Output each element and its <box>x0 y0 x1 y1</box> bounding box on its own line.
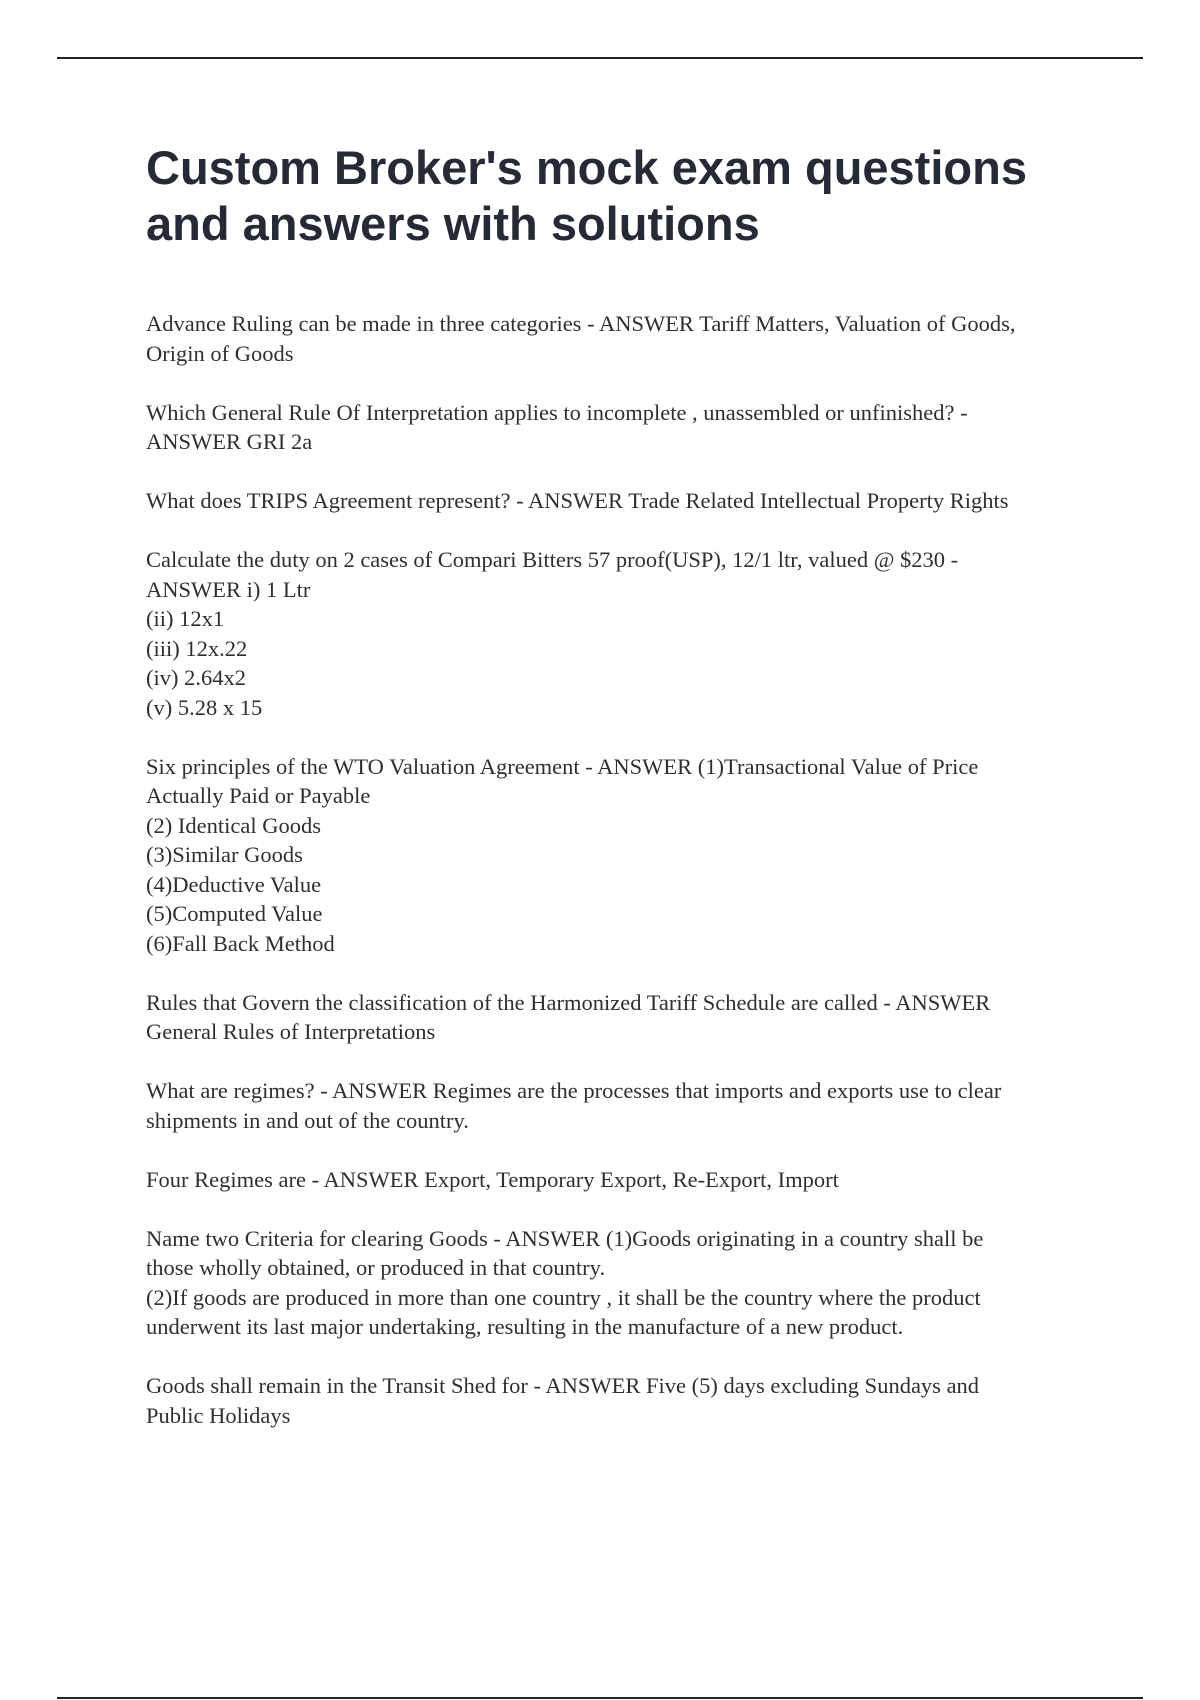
qa-line: Six principles of the WTO Valuation Agreement - ANSWER (1)Transactional Value of Price <box>146 753 979 779</box>
qa-line: (2)If goods are produced in more than one country , it shall be the country where the product <box>146 1284 981 1310</box>
qa-line: ANSWER GRI 2a <box>146 429 313 454</box>
qa-line: Name two Criteria for clearing Goods - ANSWER (1)Goods originating in a country shall be <box>146 1225 984 1251</box>
qa-line: Actually Paid or Payable <box>146 783 371 808</box>
page-title <box>146 140 1106 252</box>
qa-line: those wholly obtained, or produced in that country. <box>146 1255 606 1280</box>
qa-line: Rules that Govern the classification of the Harmonized Tariff Schedule are called - ANSWER <box>146 989 991 1015</box>
qa-line: (2) Identical Goods <box>146 812 321 838</box>
qa-entry-advance-ruling <box>146 309 1092 368</box>
qa-line: ANSWER i) 1 Ltr <box>146 576 311 602</box>
qa-line: Public Holidays <box>146 1402 291 1428</box>
header-divider <box>57 57 1143 59</box>
qa-line: Advance Ruling can be made in three categories - ANSWER Tariff Matters, Valuation of Goods, <box>146 311 1016 336</box>
qa-line: (iii) 12x.22 <box>146 635 248 661</box>
qa-entry-gri <box>146 398 1092 457</box>
qa-entry-transit-shed <box>146 1371 1092 1430</box>
qa-line: What does TRIPS Agreement represent? - ANSWER Trade Related Intellectual Property Rights <box>146 488 1009 513</box>
qa-entry-four-regimes <box>146 1165 1092 1195</box>
qa-entry-hts-rules <box>146 988 1092 1047</box>
qa-line: underwent its last major undertaking, resulting in the manufacture of a new product. <box>146 1314 904 1339</box>
footer-divider <box>57 1697 1143 1699</box>
qa-line: What are regimes? - ANSWER Regimes are the processes that imports and exports use to clear <box>146 1078 1002 1103</box>
qa-line: Origin of Goods <box>146 340 294 366</box>
qa-entry-regimes <box>146 1076 1092 1135</box>
qa-line: General Rules of Interpretations <box>146 1019 436 1044</box>
title-line: Custom Broker's mock exam questions <box>146 141 1027 194</box>
qa-line: shipments in and out of the country. <box>146 1107 469 1133</box>
qa-list <box>146 309 1092 1460</box>
qa-line: (5)Computed Value <box>146 901 323 926</box>
qa-line: Goods shall remain in the Transit Shed for - ANSWER Five (5) days excluding Sundays and <box>146 1373 980 1398</box>
qa-line: (3)Similar Goods <box>146 842 303 867</box>
qa-entry-duty-calculation <box>146 545 1092 722</box>
qa-line: Which General Rule Of Interpretation applies to incomplete , unassembled or unfinished? - <box>146 399 968 425</box>
qa-entry-clearing-criteria <box>146 1224 1092 1342</box>
qa-entry-trips <box>146 486 1092 516</box>
qa-entry-wto-valuation <box>146 752 1092 959</box>
qa-line: Calculate the duty on 2 cases of Compari Bitters 57 proof(USP), 12/1 ltr, valued @ $230 - <box>146 547 959 572</box>
qa-line: Four Regimes are - ANSWER Export, Temporary Export, Re-Export, Import <box>146 1166 839 1192</box>
title-line: and answers with solutions <box>146 197 760 250</box>
qa-line: (iv) 2.64x2 <box>146 665 246 690</box>
qa-line: (v) 5.28 x 15 <box>146 694 263 720</box>
qa-line: (4)Deductive Value <box>146 871 322 897</box>
qa-line: (6)Fall Back Method <box>146 930 335 956</box>
qa-line: (ii) 12x1 <box>146 606 225 631</box>
